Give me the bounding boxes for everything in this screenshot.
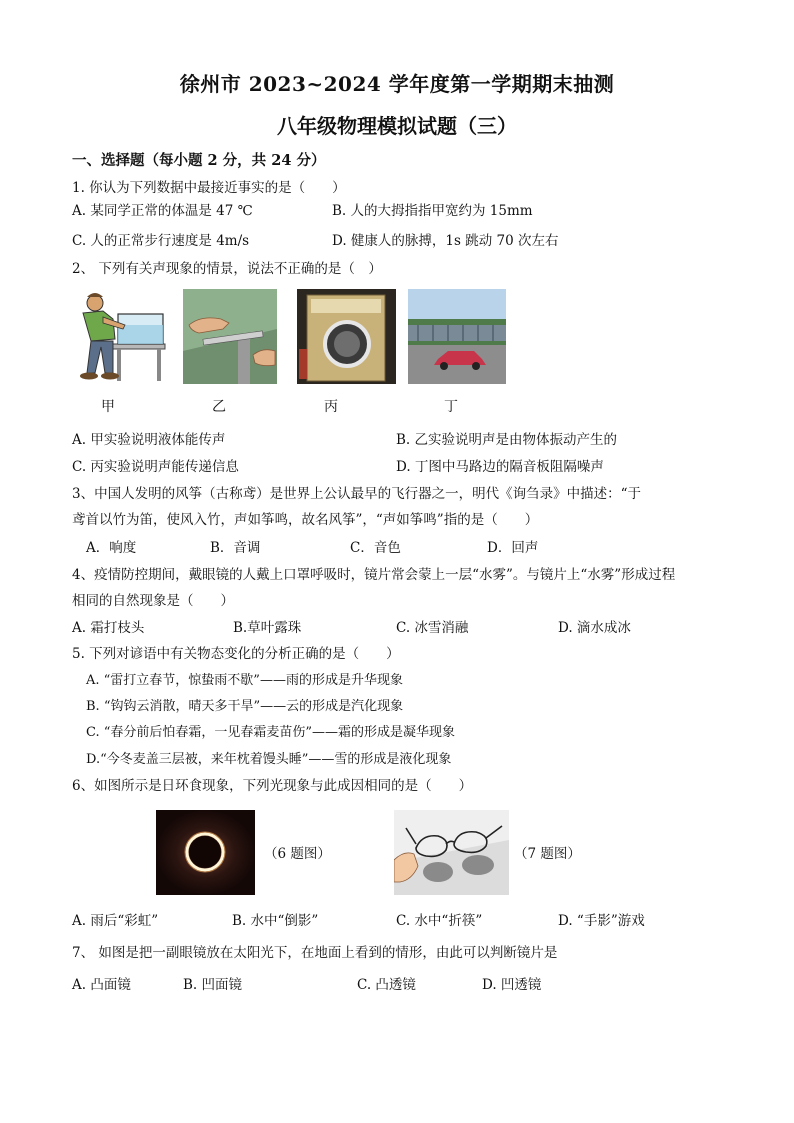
q6-option-d: D. “手影”游戏 <box>558 913 645 929</box>
q2-option-b: B. 乙实验说明声是由物体振动产生的 <box>396 432 618 448</box>
q3-stem-line1: 3、中国人发明的风筝（古称鸢）是世界上公认最早的飞行器之一，明代《询刍录》中描述：“于 <box>72 486 641 502</box>
q5-option-a: A. “雷打立春节，惊蛰雨不歇”——雨的形成是升华现象 <box>86 673 403 688</box>
q2-stem: 2、 下列有关声现象的情景，说法不正确的是（ ） <box>72 261 382 277</box>
q1-option-b: B. 人的大拇指指甲宽约为 15mm <box>332 203 533 219</box>
q3-stem-line2: 鸢首以竹为笛，使风入竹，声如筝鸣，故名风筝”，“声如筝鸣”指的是（ ） <box>72 512 539 528</box>
exam-title: 徐州市 2023~2024 学年度第一学期期末抽测 <box>179 72 615 96</box>
q3-option-c: C．音色 <box>350 540 401 556</box>
q7-option-a: A. 凸面镜 <box>72 977 131 993</box>
q1-option-a: A. 某同学正常的体温是 47 ℃ <box>72 203 253 219</box>
q7-option-d: D. 凹透镜 <box>482 977 542 993</box>
q2-figure-bing <box>297 289 396 384</box>
q4-stem-line2: 相同的自然现象是（ ） <box>72 593 234 609</box>
q7-stem: 7、 如图是把一副眼镜放在太阳光下，在地面上看到的情形，由此可以判断镜片是 <box>72 945 558 961</box>
q2-option-a: A. 甲实验说明液体能传声 <box>72 432 226 448</box>
q5-stem: 5. 下列对谚语中有关物态变化的分析正确的是（ ） <box>72 646 400 662</box>
q3-option-a: A．响度 <box>86 540 137 556</box>
q2-caption-ding: 丁 <box>444 399 458 415</box>
q3-option-b: B．音调 <box>210 540 261 556</box>
q7-option-c: C. 凸透镜 <box>357 977 416 993</box>
q4-option-d: D. 滴水成冰 <box>558 620 631 636</box>
section-heading: 一、选择题（每小题 2 分，共 24 分） <box>72 152 326 169</box>
q4-option-a: A. 霜打枝头 <box>72 620 145 636</box>
q6-option-b: B. 水中“倒影” <box>232 913 319 929</box>
q2-figure-ding <box>408 289 506 384</box>
q7-figure-label: （7 题图） <box>514 846 581 862</box>
q4-option-c: C. 冰雪消融 <box>396 620 469 636</box>
q1-option-c: C. 人的正常步行速度是 4m/s <box>72 233 250 249</box>
q4-option-b: B.草叶露珠 <box>233 620 302 636</box>
q2-caption-bing: 丙 <box>324 399 338 415</box>
q1-option-d: D. 健康人的脉搏，1s 跳动 70 次左右 <box>332 233 559 249</box>
q6-option-c: C. 水中“折筷” <box>396 913 483 929</box>
exam-subtitle: 八年级物理模拟试题（三） <box>277 114 517 138</box>
q2-option-d: D. 丁图中马路边的隔音板阻隔噪声 <box>396 459 604 475</box>
q2-caption-jia: 甲 <box>101 399 115 415</box>
q6-stem: 6、如图所示是日环食现象，下列光现象与此成因相同的是（ ） <box>72 778 473 794</box>
q2-option-c: C. 丙实验说明声能传递信息 <box>72 459 239 475</box>
q6-eclipse-figure <box>156 810 255 895</box>
q6-figure-label: （6 题图） <box>264 846 331 862</box>
q2-figure-yi <box>183 289 277 384</box>
q5-option-d: D.“今冬麦盖三层被，来年枕着馒头睡”——雪的形成是液化现象 <box>86 752 452 767</box>
q1-stem: 1. 你认为下列数据中最接近事实的是（ ） <box>72 180 346 196</box>
q6-option-a: A. 雨后“彩虹” <box>72 913 159 929</box>
q7-glasses-figure <box>394 810 509 895</box>
q2-caption-yi: 乙 <box>212 399 226 415</box>
q4-stem-line1: 4、疫情防控期间，戴眼镜的人戴上口罩呼吸时，镜片常会蒙上一层“水雾”。与镜片上“水雾”形成过程 <box>72 567 676 583</box>
q5-option-c: C. “春分前后怕春霜，一见春霜麦苗伤”——霜的形成是凝华现象 <box>86 725 456 740</box>
q2-figure-jia <box>73 289 168 384</box>
q7-option-b: B. 凹面镜 <box>183 977 243 993</box>
q3-option-d: D．回声 <box>487 540 539 556</box>
q5-option-b: B. “钩钩云消散，晴天多干旱”——云的形成是汽化现象 <box>86 699 404 714</box>
